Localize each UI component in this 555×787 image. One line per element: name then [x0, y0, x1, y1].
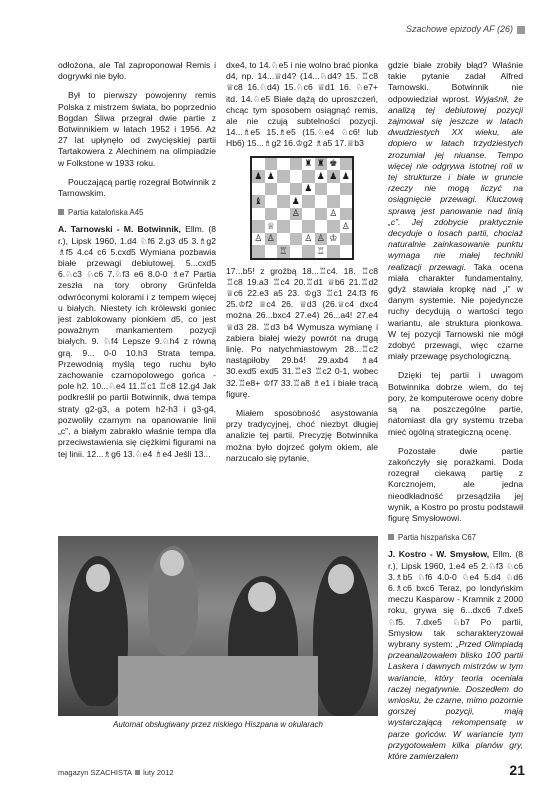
issue-date: luty 2012 — [143, 768, 174, 777]
game-1-heading: A. Tarnowski - M. Botwinnik, — [58, 224, 181, 235]
board-square: ♝ — [252, 195, 265, 208]
botwinnik-quote: Wyjaśnił, że analizą tej debiutowej pozycji zajmował się jeszcze w latach dwudziestych XX wieku, ale dopiero w latach trzydziestych zrozumiał jej niuanse. Tempo więcej nie odgrywa istotnej roli w tej strukturze i białe w gruncie rzeczy nie mogą liczyć na osiągnięcie przewagi. Kluczową sprawą jest panowanie nad linią „c”. Jej zdobycie praktycznie decyduje o losach partii, chociaż naturalnie zainkasowanie punktu wymaga nie małej techniki realizacji przewagi. — [388, 93, 523, 272]
board-square — [290, 183, 303, 196]
board-square — [290, 220, 303, 233]
board-square — [327, 245, 340, 258]
historical-photo — [58, 536, 378, 716]
board-square — [302, 245, 315, 258]
footer — [58, 768, 174, 777]
col3-paragraph-2: Dzięki tej partii i uwagom Botwinnika dobrze wiem, do tej pory, że komputerowe oceny dobre są na poszczególne partie, natomiast dla gry systemu trzeba mieć ogólną strategiczną ocenę. — [388, 370, 523, 437]
board-square — [265, 195, 278, 208]
photo-face — [160, 550, 184, 576]
board-square — [315, 195, 328, 208]
col3-paragraph-1: gdzie białe zrobiły błąd? Właśnie takie pytanie zadał Alfred Tarnowski. Botwinnik nie odpowiedział wprost. Wyjaśnił, że analizą tej debiutowej pozycji zajmował się jeszcze w latach dwudziestych XX wieku, ale dopiero w latach trzydziestych zrozumiał jej niuanse. Tempo więcej nie odgrywa istotnej roli w tej strukturze i białe w gruncie rzeczy nie mogą liczyć na osiągnięcie przewagi. Kluczową sprawą jest panowanie nad linią „c”. Jej zdobycie praktycznie decyduje o losach partii, chociaż naturalnie zainkasowanie punktu wymaga nie małej techniki realizacji przewagi. Taka ocena miała charakter fundamentalny, gdyż stawiała kropkę nad „i” w danym systemie. Nie pojedyncze ruchy decydują o wartości tego wariantu, ale struktura pionkowa. W tej pozycji Tarnowski nie mógł zdobyć przewagi, więc czarne miały przewagę psychologiczną. — [388, 60, 523, 362]
board-square: ♔ — [327, 233, 340, 246]
game-2-moves: Ellm. (8 r.), Lipsk 1960, 1.e4 e5 2.♘f3 ♘c6 3.♗b5 ♘f6 4.0-0 ♘e4 5.d4 ♘d6 6.♗c6 bxc6 Teraz, po londyńskim meczu Kasparow - Kramnik z 2000 roku, grywa się 6...dxc6 7.dxe5 ♘f5. 7.dxe5 ♘b7 Po partii, Smysłow tak scharakteryzował wybrany system: — [388, 549, 523, 649]
game-1-moves: Ellm. (8 r.), Lipsk 1960, 1.d4 ♘f6 2.g3 d5 3.♗g2 ♗f5 4.c4 c6 5.cxd5 Wymiana pozbawia białe przewagi debiutowej. 5...cxd5 6.♘c3 ♘c6 7.♘f3 e6 8.0-0 ♗e7 Partia zeszła na tory obrony Grünfelda odwróconymi kolorami i z tempem więcej u białych. Niestety ich królewski goniec jest zablokowany pionkiem d5, co jest poważnym mankamentem pozycji białych. 9. ♘f4 Lepsze 9.♘h4 z równą grą. 9... 0-0 10.h3 Strata tempa. Przewodnią myślą tego ruchu było zachowanie czarnopolowego gońca - pole h2. 10...♘e4 11.♖c1 ♖c8 12.g4 Jak podkreślił po partii Botwinnik, dwa tempa straty g2-g3, a potem h2-h3 i g3-g4, pozwoliły czarnym na opanowanie linii „c”, a białym zabrakło właśnie tempa dla przeciwstawienia się ciężkimi figurami na tej linii. 12...♗g6 13.♘e4 ♗e4 Jeśli 13... — [58, 224, 216, 459]
board-square: ♕ — [265, 220, 278, 233]
board-square — [302, 220, 315, 233]
header-square-icon — [517, 26, 525, 34]
board-square: ♟ — [290, 195, 303, 208]
game-label-c67: Partia hiszpańska C67 — [388, 532, 523, 543]
board-square — [340, 233, 353, 246]
board-square: ♖ — [277, 245, 290, 258]
board-square — [277, 208, 290, 221]
board-square: ♜ — [302, 158, 315, 171]
magazine-name: magazyn SZACHISTA — [58, 768, 133, 777]
board-square — [277, 170, 290, 183]
board-square: ♙ — [252, 233, 265, 246]
board-square — [277, 158, 290, 171]
board-square — [290, 158, 303, 171]
board-square — [252, 208, 265, 221]
board-square — [290, 233, 303, 246]
board-square — [302, 208, 315, 221]
photo-chess-automaton — [118, 656, 318, 716]
board-square — [277, 233, 290, 246]
board-square — [277, 183, 290, 196]
board-square — [277, 195, 290, 208]
board-square: ♟ — [327, 170, 340, 183]
board-square — [340, 158, 353, 171]
board-square — [265, 208, 278, 221]
photo-caption: Automat obsługiwany przez niskiego Hiszpana w okularach — [113, 720, 323, 729]
board-square — [340, 183, 353, 196]
col1-paragraph-1: odłożona, ale Tal zaproponował Remis i dogrywki nie było. — [58, 60, 216, 82]
board-square: ♟ — [302, 183, 315, 196]
board-square: ♙ — [302, 233, 315, 246]
board-square — [340, 195, 353, 208]
game-label-a45: Partia katalońska A45 — [58, 207, 216, 218]
board-square — [265, 245, 278, 258]
board-square — [315, 220, 328, 233]
board-square — [315, 208, 328, 221]
col1-paragraph-2: Był to pierwszy powojenny remis Polska z mistrzem świata, bo poprzednio Bogdan Śliwa przegrał dwie partie z Botwinnikiem w latach 1952 i 1956. Aż 27 lat upłynęło od zwycięskiej partii Tartakowera z Alechinem na olimpiadzie w Folkstone w 1933 roku. — [58, 90, 216, 168]
board-square — [327, 195, 340, 208]
chess-diagram — [250, 156, 354, 260]
board-square — [252, 158, 265, 171]
photo-face — [248, 582, 276, 612]
board-square: ♚ — [327, 158, 340, 171]
board-square — [252, 183, 265, 196]
board-square: ♙ — [265, 233, 278, 246]
column-2 — [226, 60, 378, 464]
board-square — [252, 220, 265, 233]
col2-paragraph-1: dxe4, to 14.♘e5 i nie wolno brać pionka d4, np. 14...♕d4? (14...♘d4? 15. ♖c8 ♕c8 16.♘d4) 15.♘c6 ♕d1 16. ♘e7+ itd. 14.♘e5 Białe dążą do uproszczeń, chcąc tym sposobem osiągnąć remis, ale nie czują subtelności pozycji. 14...♗e5 15.♗e5 (15.♘e4 ♘c6! lub Hb6) 15...♗g2 16.♔g2 ♗a5 17.♕b3 — [226, 60, 378, 149]
col2-paragraph-3: Miałem sposobność asystowania przy tradycyjnej, choć niezbyt długiej analizie tej partii. Precyzję Botwinnika można było dojrzeć gołym okiem, ale narzucało się pytanie, — [226, 408, 378, 463]
game-1-text — [58, 224, 216, 459]
board-square: ♙ — [315, 233, 328, 246]
board-square: ♙ — [327, 208, 340, 221]
col2-paragraph-2: 17...b5! z groźbą 18...♖c4. 18. ♖c8 ♖c8 19.a3 ♖c4 20.♖d1 ♕b6 21.♖d2 ♕c6 22.e3 a5 23. ♔g3 ♖c1 24.f3 f6 25.♔f2 ♕c4 26. ♕d3 (26.♕c4 dxc4 można 26...bxc4 27.e4) 26...a4! 27.e4 ♕d3 28. ♖d3 b4 Wymusza wymianę i zabiera białej wieży powrót na drugą linię. Po natychmiastowym 28...♖c2 nastąpiłoby 29.b4! 29.axb4 ♗a4 30.exd5 exd5 31.♖e3 ♖c2 0-1, wobec 32.♖e8+ ♔f7 33.♖a8 ♗e1 i białe tracą figurę. — [226, 265, 378, 399]
photo-face — [86, 564, 110, 592]
game-2-text — [388, 549, 523, 762]
photo-face — [328, 564, 354, 594]
board-square — [327, 220, 340, 233]
board-square: ♖ — [315, 245, 328, 258]
board-square: ♙ — [290, 208, 303, 221]
smyslov-quote: „Przed Olimpiadą przeanalizowałem blisko 100 partii Laskera i dawnych mistrzów w tym wariancie, który teoria oceniała raczej negatywnie. Doszedłem do wniosku, że czarne, mimo pozornie gorszej pozycji, mają wystarczającą rekompensatę w parze gońców. W wariancie tym przygotowałem kilka planów gry, które zamierzałem — [388, 638, 524, 761]
col3-paragraph-3: Pozostałe dwie partie zakończyły się porażkami. Doda rozegrał ciekawą partię z Korcznojem, ale jedna nieodkładność przesądziła jej wynik, a Kostro po prostu podstawił figurę Smysłowowi. — [388, 445, 523, 523]
col1-paragraph-3: Pouczającą partię rozegrał Botwinnik z Tarnowskim. — [58, 176, 216, 199]
board-square — [340, 208, 353, 221]
board-square — [277, 220, 290, 233]
board-square — [327, 183, 340, 196]
board-square — [340, 245, 353, 258]
board-square: ♜ — [315, 158, 328, 171]
board-square — [302, 195, 315, 208]
board-square — [252, 245, 265, 258]
board-square — [315, 183, 328, 196]
label-square-icon — [58, 209, 64, 215]
running-header — [406, 24, 525, 34]
game-2-heading: J. Kostro - W. Smysłow, — [388, 549, 490, 560]
board-square — [302, 170, 315, 183]
column-1 — [58, 60, 216, 460]
page-number: 21 — [509, 762, 525, 778]
board-square: ♟ — [252, 170, 265, 183]
board-square — [290, 170, 303, 183]
footer-square-icon — [135, 770, 140, 775]
label-square-icon — [388, 534, 394, 540]
running-title: Szachowe epizody AF (26) — [405, 24, 513, 34]
board-square: ♟ — [340, 170, 353, 183]
board-square — [290, 245, 303, 258]
board-square — [265, 158, 278, 171]
column-3 — [388, 60, 523, 762]
board-square: ♙ — [340, 220, 353, 233]
board-square: ♟ — [315, 170, 328, 183]
board-square: ♟ — [265, 170, 278, 183]
board-square — [265, 183, 278, 196]
